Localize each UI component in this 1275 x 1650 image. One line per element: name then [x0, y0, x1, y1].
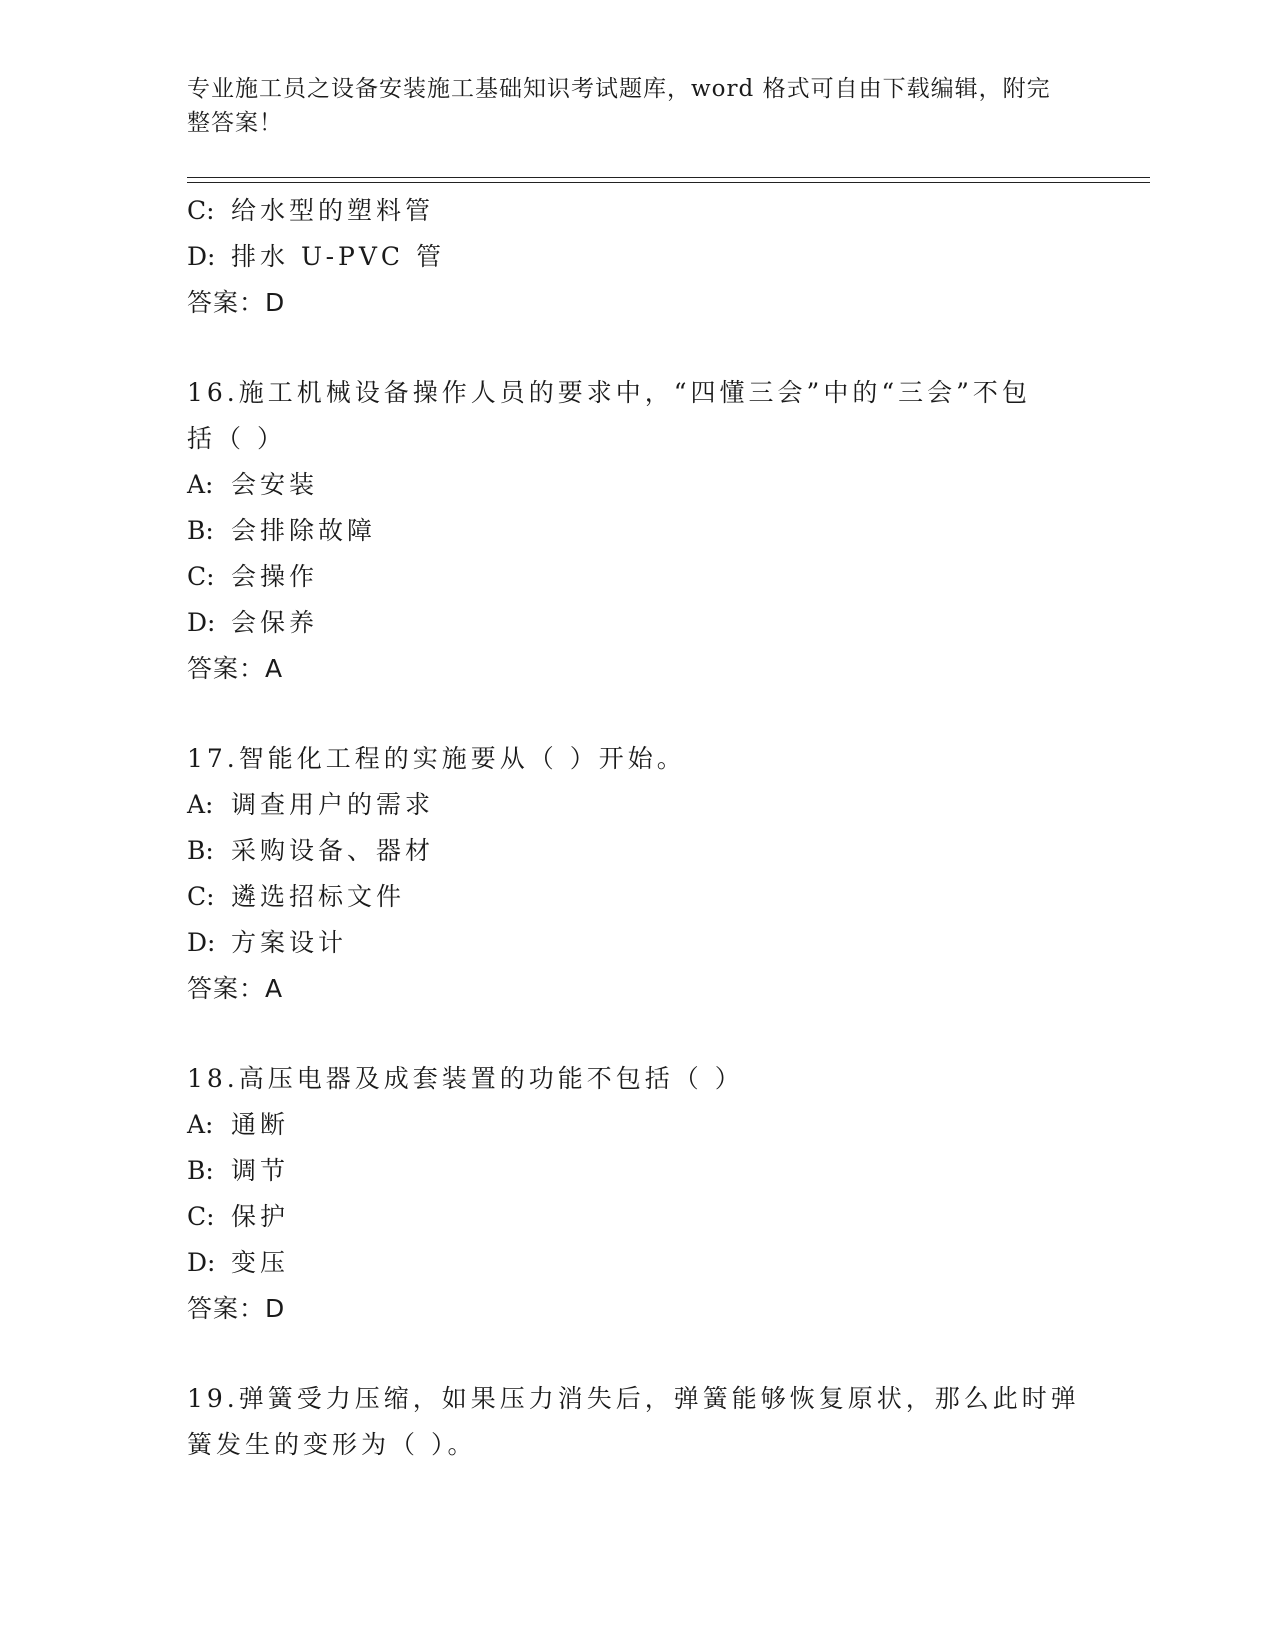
option-c: C: 遴选招标文件 [187, 882, 406, 911]
question-19 [187, 1376, 1087, 1468]
answer-line: 答案：D [187, 1294, 286, 1323]
header-line-2: 整答案！ [187, 110, 283, 136]
option-a: A: 会安装 [187, 470, 319, 499]
question-18 [187, 1056, 1087, 1332]
header-divider-top [187, 177, 1150, 178]
question-stem: 16.施工机械设备操作人员的要求中，“四懂三会”中的“三会”不包 [187, 378, 1031, 407]
option-c: C: 保护 [187, 1202, 290, 1231]
option-c: C: 会操作 [187, 562, 319, 591]
header-divider-bottom [187, 182, 1150, 183]
answer-line: 答案：D [187, 288, 286, 317]
question-list [187, 188, 1087, 1468]
option-b: B: 调节 [187, 1156, 290, 1185]
question-stem: 18.高压电器及成套装置的功能不包括（ ） [187, 1064, 744, 1093]
question-stem-cont: 簧发生的变形为（ ）。 [187, 1430, 477, 1459]
question-17 [187, 736, 1087, 1012]
question-stem-cont: 括（ ） [187, 424, 286, 453]
option-c: C: 给水型的塑料管 [187, 196, 435, 225]
prev-question [187, 188, 1087, 326]
answer-line: 答案：A [187, 654, 284, 683]
question-stem: 19.弹簧受力压缩，如果压力消失后，弹簧能够恢复原状，那么此时弹 [187, 1384, 1080, 1413]
header-line-1: 专业施工员之设备安装施工基础知识考试题库，word 格式可自由下载编辑，附完 [187, 76, 1051, 102]
option-d: D: 排水 U-PVC 管 [187, 242, 445, 271]
option-b: B: 会排除故障 [187, 516, 377, 545]
option-a: A: 通断 [187, 1110, 290, 1139]
question-16 [187, 370, 1087, 692]
option-a: A: 调查用户的需求 [187, 790, 435, 819]
document-header [187, 72, 1067, 140]
option-d: D: 方案设计 [187, 928, 348, 957]
answer-line: 答案：A [187, 974, 284, 1003]
option-d: D: 会保养 [187, 608, 319, 637]
question-stem: 17.智能化工程的实施要从（ ）开始。 [187, 744, 686, 773]
option-d: D: 变压 [187, 1248, 290, 1277]
option-b: B: 采购设备、器材 [187, 836, 435, 865]
